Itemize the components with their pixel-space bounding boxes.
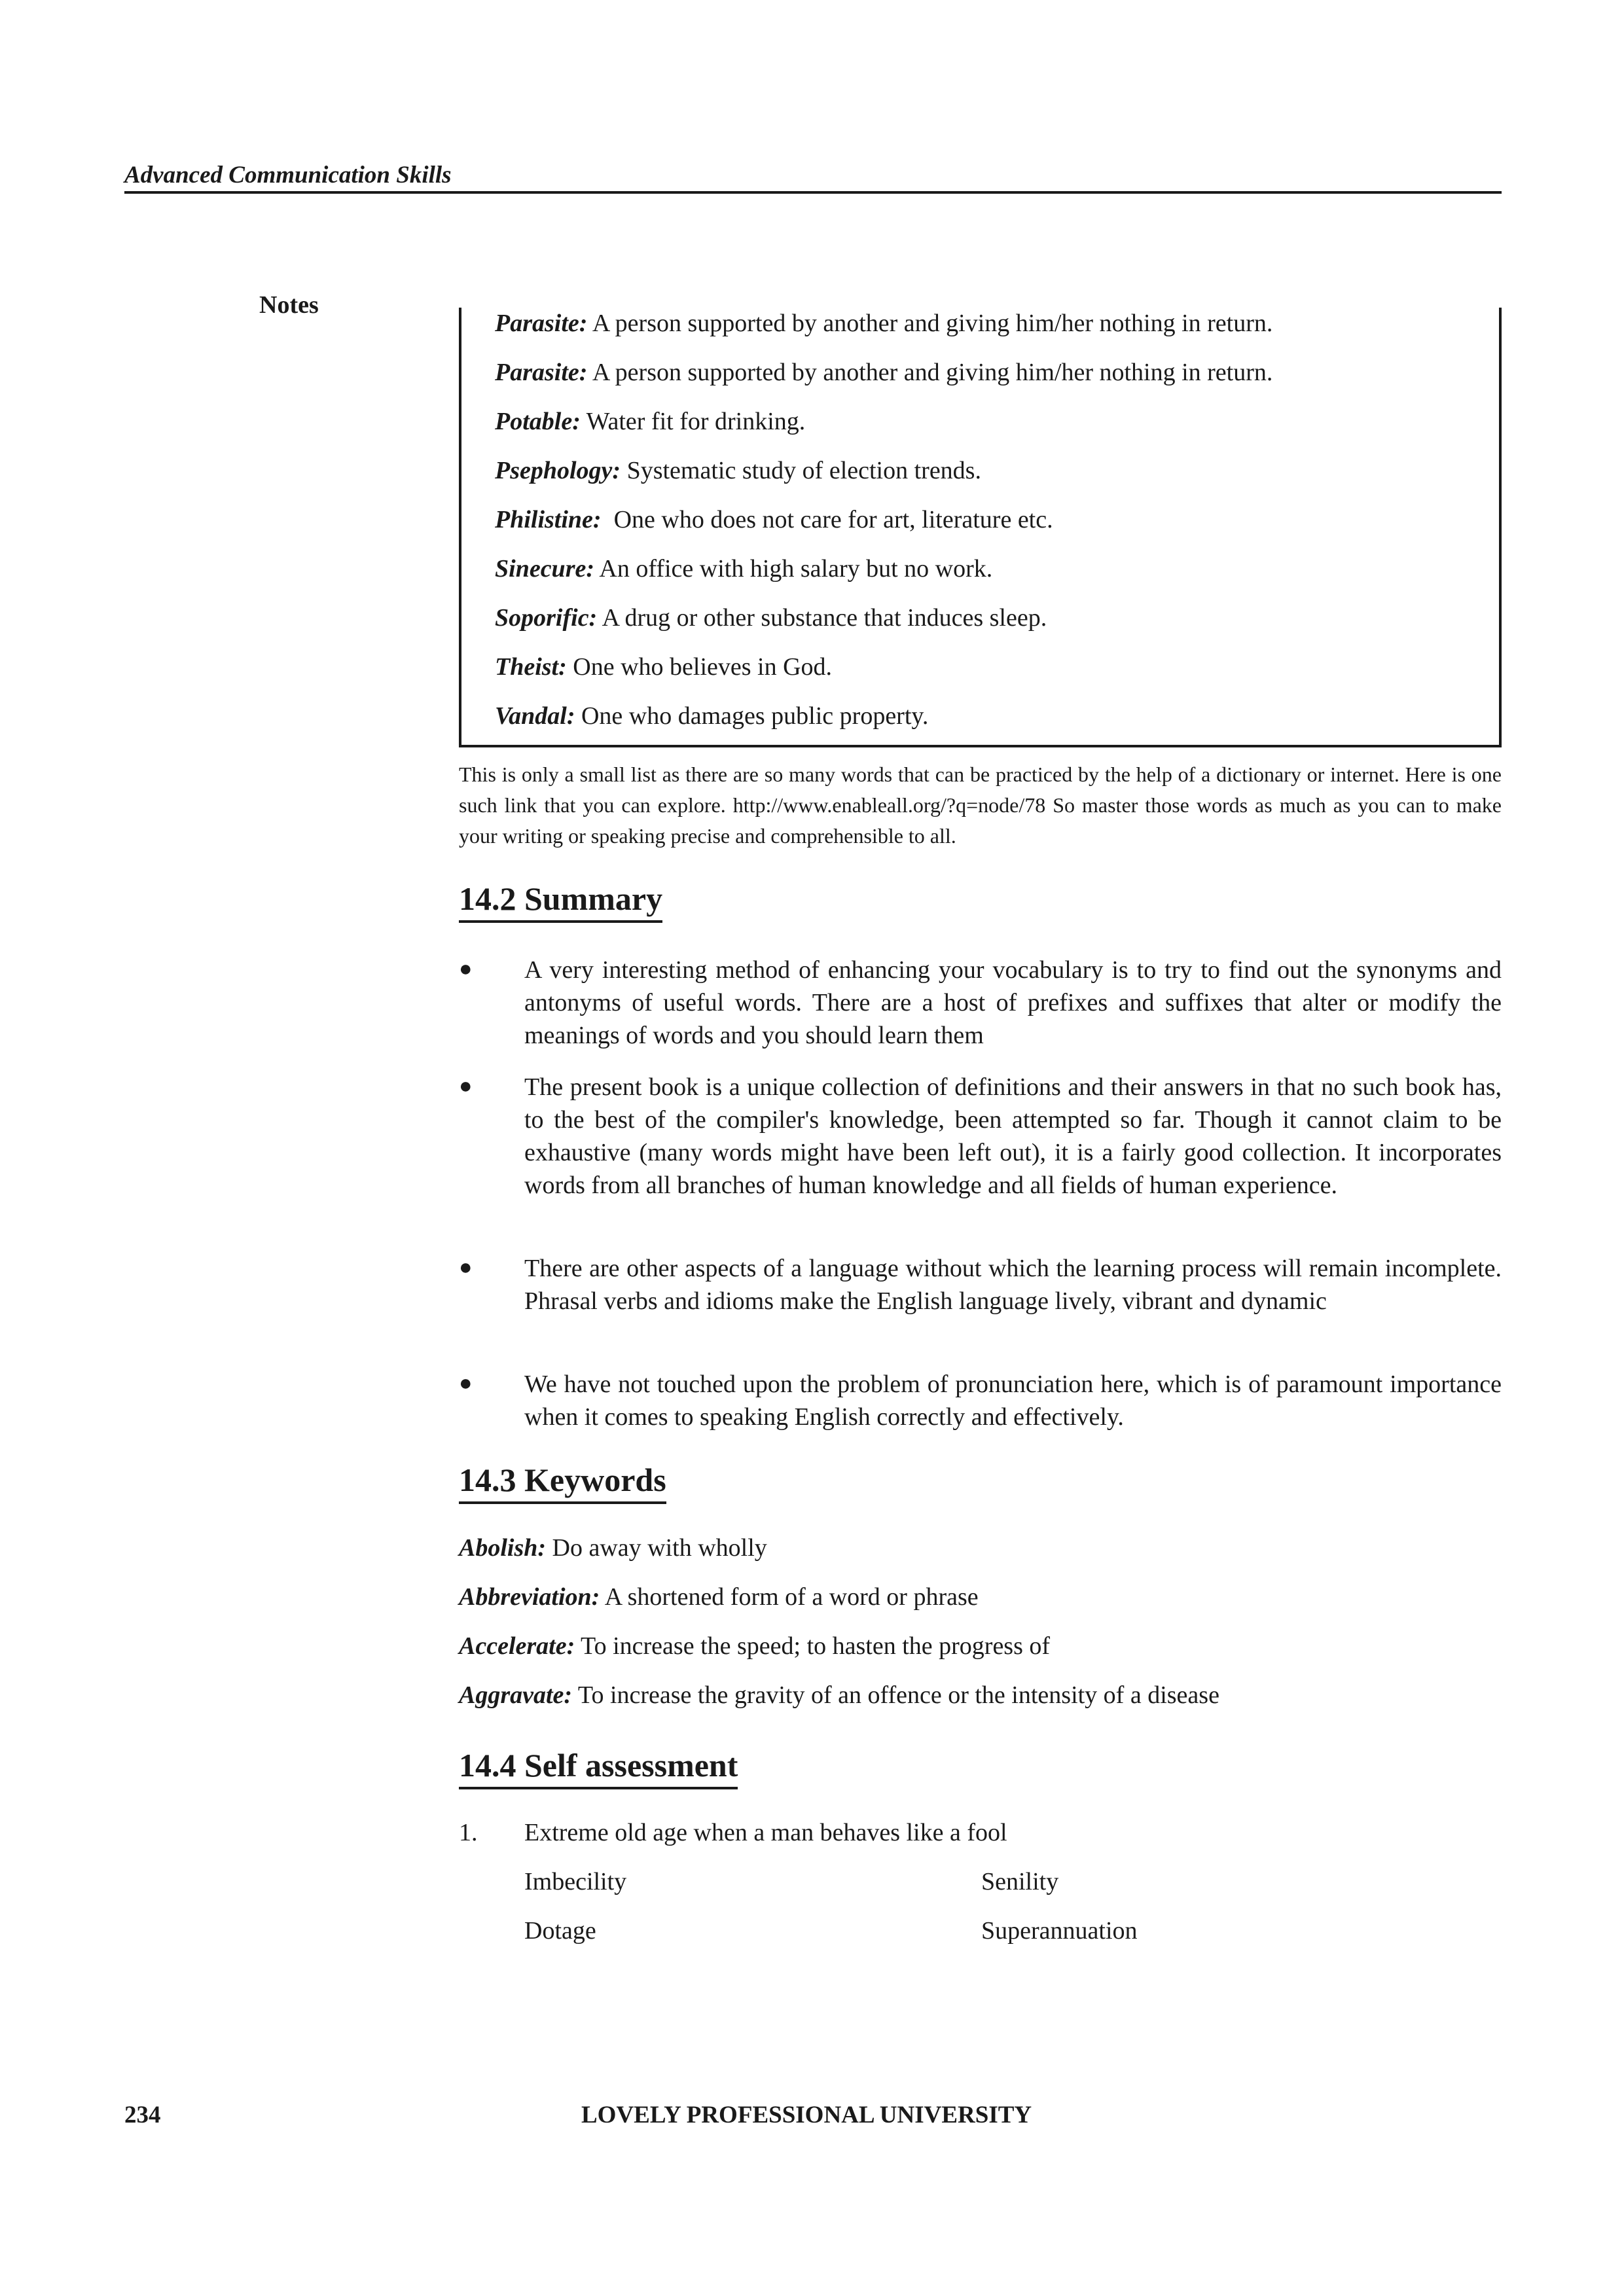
summary-bullet: The present book is a unique collection of definitions and their answers in that no such book has, to the best of the compiler's knowledge, been attempted so far. Though it cannot claim to be exhaustive (many words might have been left out), it is a fairly good collection. It incorporates words from all branches of human knowledge and all fields of human experience. — [524, 1073, 1502, 1199]
definition-item — [495, 505, 1053, 534]
definition-text: A person supported by another and giving him/her nothing in return. — [587, 359, 1273, 386]
definition-text: A drug or other substance that induces sleep. — [597, 604, 1047, 632]
question-number: 1. — [459, 1819, 478, 1846]
definition-item — [495, 358, 1272, 387]
definition-text: One who does not care for art, literature etc. — [601, 506, 1053, 533]
running-head: Advanced Communication Skills — [124, 162, 452, 188]
keyword-term: Accelerate: — [459, 1632, 575, 1660]
definition-text: Systematic study of election trends. — [621, 457, 981, 484]
definition-term: Parasite: — [495, 359, 588, 386]
bullet-icon: ● — [459, 1074, 473, 1098]
definition-term: Parasite: — [495, 310, 588, 337]
definition-text: One who damages public property. — [575, 702, 929, 730]
answer-option: Superannuation — [981, 1917, 1138, 1945]
header-rule — [124, 191, 1502, 194]
definitions-box — [459, 308, 1502, 747]
definition-item — [495, 702, 928, 730]
definition-item — [495, 309, 1272, 338]
bullet-icon: ● — [459, 957, 473, 981]
definition-text: One who believes in God. — [566, 653, 833, 681]
summary-bullet: There are other aspects of a language without which the learning process will remain incomplete. Phrasal verbs and idioms make the English language lively, vibrant and dynamic — [524, 1255, 1502, 1315]
definition-term: Vandal: — [495, 702, 575, 730]
keyword-term: Abbreviation: — [459, 1583, 600, 1611]
bullet-icon: ● — [459, 1371, 473, 1395]
definition-term: Sinecure: — [495, 555, 594, 583]
keyword-text: A shortened form of a word or phrase — [600, 1583, 979, 1611]
definition-term: Psephology: — [495, 457, 621, 484]
definition-text: Water fit for drinking. — [580, 408, 806, 435]
definition-text: A person supported by another and giving him/her nothing in return. — [587, 310, 1273, 337]
definition-item — [495, 603, 1047, 632]
answer-option: Dotage — [524, 1917, 596, 1945]
definition-item — [495, 456, 981, 485]
question-text: Extreme old age when a man behaves like a fool — [524, 1819, 1007, 1846]
page-number: 234 — [124, 2102, 161, 2128]
definition-item — [495, 653, 832, 681]
definition-term: Soporific: — [495, 604, 598, 632]
keyword-item — [459, 1534, 767, 1562]
keyword-text: Do away with wholly — [546, 1534, 767, 1562]
intro-paragraph: This is only a small list as there are so many words that can be practiced by the help of a dictionary or internet. Here is one such link that you can explore. http://www.enableall.org/?q=node/78 So master those words as much as you can to make your writing or speaking precise and comprehensible to all. — [459, 762, 1502, 848]
footer-publisher: LOVELY PROFESSIONAL UNIVERSITY — [581, 2102, 1032, 2128]
keyword-item — [459, 1681, 1219, 1710]
keyword-text: To increase the gravity of an offence or the intensity of a disease — [572, 1681, 1219, 1709]
summary-bullet: We have not touched upon the problem of pronunciation here, which is of paramount importance when it comes to speaking English correctly and effectively. — [524, 1371, 1502, 1431]
notes-margin-label: Notes — [259, 291, 319, 319]
definition-item — [495, 407, 805, 436]
definition-text: An office with high salary but no work. — [594, 555, 993, 583]
keyword-item — [459, 1583, 979, 1611]
keywords-heading: 14.3 Keywords — [459, 1461, 666, 1504]
summary-bullet: A very interesting method of enhancing your vocabulary is to try to find out the synonyms and antonyms of useful words. There are a host of prefixes and suffixes that alter or modify the meanings of words and you should learn them — [524, 956, 1502, 1049]
bullet-icon: ● — [459, 1255, 473, 1280]
summary-heading: 14.2 Summary — [459, 880, 662, 923]
definition-term: Philistine: — [495, 506, 602, 533]
keyword-term: Aggravate: — [459, 1681, 573, 1709]
keyword-text: To increase the speed; to hasten the progress of — [575, 1632, 1051, 1660]
keyword-term: Abolish: — [459, 1534, 547, 1562]
answer-option: Senility — [981, 1868, 1059, 1895]
self-assessment-heading: 14.4 Self assessment — [459, 1746, 738, 1789]
keyword-item — [459, 1632, 1050, 1660]
definition-item — [495, 554, 992, 583]
definition-term: Potable: — [495, 408, 581, 435]
answer-option: Imbecility — [524, 1868, 627, 1895]
definition-term: Theist: — [495, 653, 567, 681]
